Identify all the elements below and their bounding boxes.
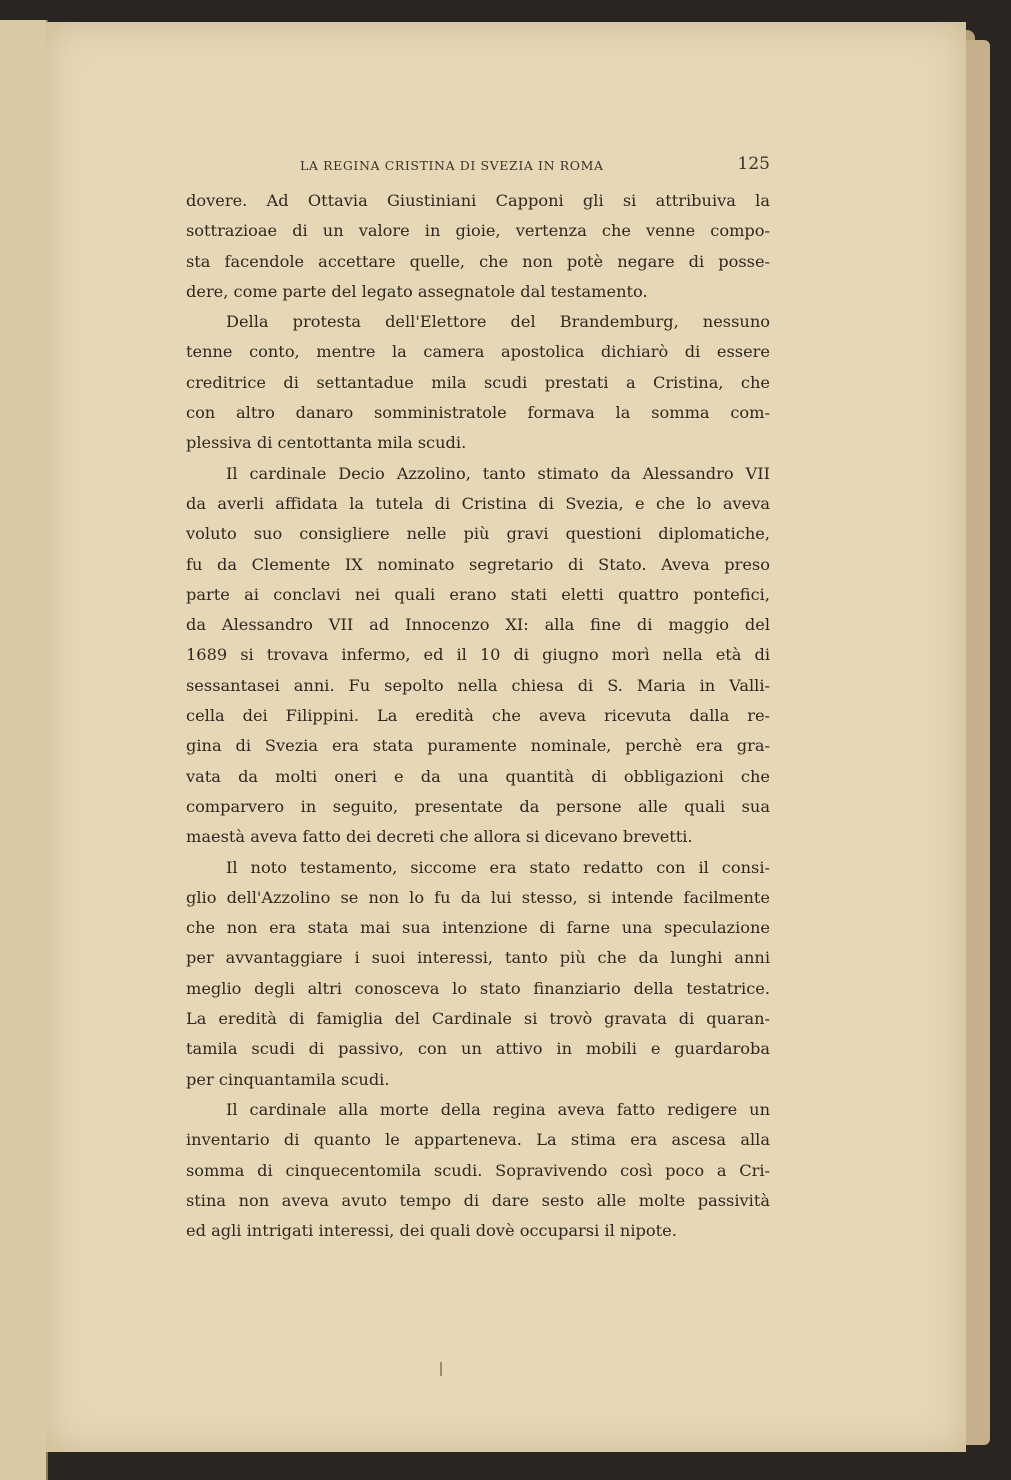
text-line: da Alessandro VII ad Innocenzo XI: alla fine di maggio del xyxy=(186,615,770,635)
paragraph xyxy=(186,307,770,458)
page-number: 125 xyxy=(737,154,770,174)
text-line: 1689 si trovava infermo, ed il 10 di giugno morì nella età di xyxy=(186,645,770,665)
text-line: plessiva di centottanta mila scudi. xyxy=(186,433,467,453)
paragraph xyxy=(186,459,770,853)
text-line: che non era stata mai sua intenzione di farne una speculazione xyxy=(186,918,770,938)
text-line: meglio degli altri conosceva lo stato finanziario della testatrice. xyxy=(186,978,770,998)
running-head xyxy=(300,154,770,178)
paragraph xyxy=(186,853,770,1095)
text-line: sottrazioae di un valore in gioie, vertenza che venne compo- xyxy=(186,221,770,241)
paragraph xyxy=(186,186,770,307)
text-line: Il cardinale alla morte della regina aveva fatto redigere un xyxy=(226,1099,770,1119)
text-line: ed agli intrigati interessi, dei quali dovè occuparsi il nipote. xyxy=(186,1221,677,1241)
text-line: voluto suo consigliere nelle più gravi questioni diplomatiche, xyxy=(186,524,770,544)
text-line: cella dei Filippini. La eredità che aveva ricevuta dalla re- xyxy=(186,706,770,726)
text-line: per avvantaggiare i suoi interessi, tanto più che da lunghi anni xyxy=(186,948,770,968)
text-line: comparvero in seguito, presentate da persone alle quali sua xyxy=(186,796,770,816)
text-line: dovere. Ad Ottavia Giustiniani Capponi gli si attribuiva la xyxy=(186,191,770,210)
text-line: tamila scudi di passivo, con un attivo in mobili e guardaroba xyxy=(186,1039,770,1059)
text-line: Il cardinale Decio Azzolino, tanto stimato da Alessandro VII xyxy=(226,463,770,483)
paragraph xyxy=(186,1095,770,1246)
text-line: inventario di quanto le apparteneva. La stima era ascesa alla xyxy=(186,1130,770,1150)
running-head-title: LA REGINA CRISTINA DI SVEZIA IN ROMA xyxy=(300,158,604,173)
body-text xyxy=(186,186,770,1246)
page-mark xyxy=(440,1362,442,1376)
text-line: con altro danaro somministratole formava la somma com- xyxy=(186,403,770,423)
text-line: creditrice di settantadue mila scudi prestati a Cristina, che xyxy=(186,372,770,392)
text-line: Il noto testamento, siccome era stato redatto con il consi- xyxy=(226,857,770,877)
text-line: Della protesta dell'Elettore del Brandemburg, nessuno xyxy=(226,312,770,332)
text-line: somma di cinquecentomila scudi. Sopravivendo così poco a Cri- xyxy=(186,1160,770,1180)
text-line: stina non aveva avuto tempo di dare sesto alle molte passività xyxy=(186,1190,770,1210)
text-line: vata da molti oneri e da una quantità di obbligazioni che xyxy=(186,766,770,786)
text-line: parte ai conclavi nei quali erano stati eletti quattro pontefici, xyxy=(186,584,770,604)
text-line: per cinquantamila scudi. xyxy=(186,1069,390,1089)
text-line: glio dell'Azzolino se non lo fu da lui stesso, si intende facilmente xyxy=(186,887,770,907)
text-line: dere, come parte del legato assegnatole dal testamento. xyxy=(186,281,648,301)
text-line: tenne conto, mentre la camera apostolica dichiarò di essere xyxy=(186,342,770,362)
text-line: sessantasei anni. Fu sepolto nella chiesa di S. Maria in Valli- xyxy=(186,675,770,695)
text-line: sta facendole accettare quelle, che non potè negare di posse- xyxy=(186,251,770,271)
text-line: da averli affidata la tutela di Cristina di Svezia, e che lo aveva xyxy=(186,493,770,513)
left-page-edge xyxy=(0,20,48,1480)
text-line: maestà aveva fatto dei decreti che allora si dicevano brevetti. xyxy=(186,827,693,847)
text-line: La eredità di famiglia del Cardinale si trovò gravata di quaran- xyxy=(186,1009,770,1029)
text-line: gina di Svezia era stata puramente nominale, perchè era gra- xyxy=(186,736,770,756)
text-line: fu da Clemente IX nominato segretario di Stato. Aveva preso xyxy=(186,554,770,574)
